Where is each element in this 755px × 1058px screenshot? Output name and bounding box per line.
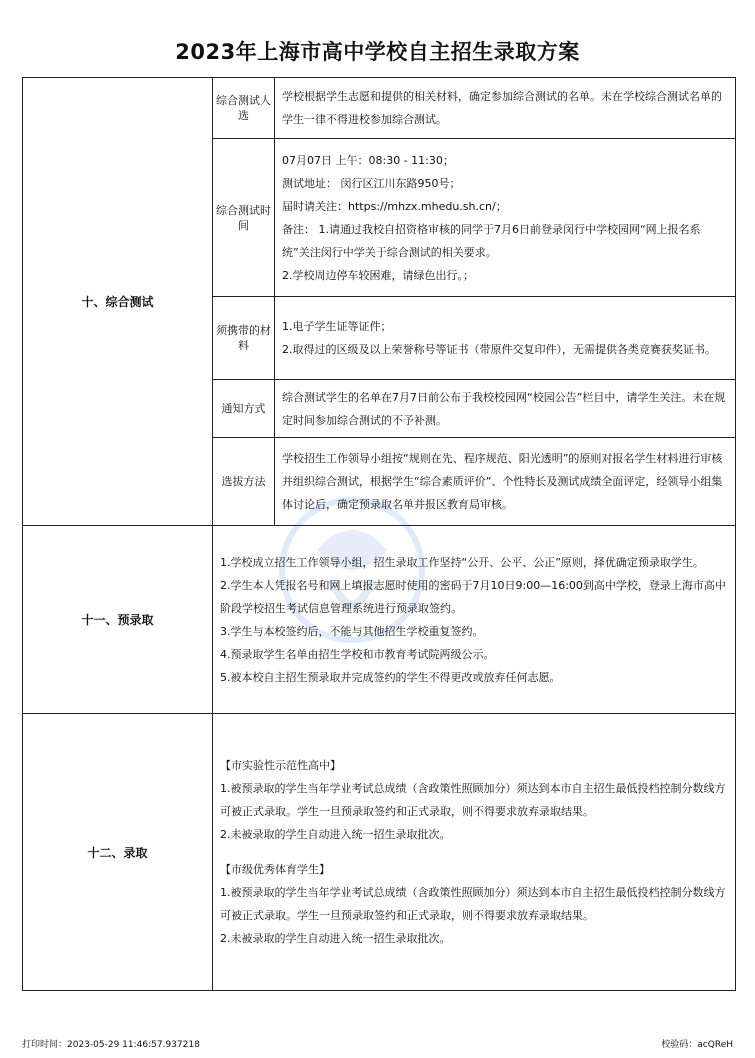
row-content-materials — [275, 297, 736, 380]
row-content-selection — [275, 438, 736, 526]
text-line: 测试地址： 闵行区江川东路950号； — [282, 176, 461, 190]
row-content-candidates — [275, 78, 736, 139]
row-content-notification — [275, 380, 736, 438]
text-line: 4.预录取学生名单由招生学校和市教育考试院两级公示。 — [220, 647, 495, 661]
text-line: 备注： 1.请通过我校自招资格审核的同学于7月6日前登录闵行中学校园网“网上报名系统”关注闵行中学关于综合测试的相关要求。 — [282, 222, 701, 259]
text-line: 1.被预录取的学生当年学业考试总成绩（含政策性照顾加分）须达到本市自主招生最低投档控制分数线方可被正式录取。学生一旦预录取签约和正式录取，则不得要求放弃录取结果。 — [220, 782, 726, 818]
row-label-notification: 通知方式 — [213, 380, 275, 438]
group-heading: 【市实验性示范性高中】 — [220, 759, 341, 772]
text-line: 综合测试学生的名单在7月7日前公布于我校校园网“校园公告”栏目中，请学生关注。未在规定时间参加综合测试的不予补测。 — [282, 390, 726, 427]
text-line: 学校根据学生志愿和提供的相关材料，确定参加综合测试的名单。未在学校综合测试名单的学生一律不得进校参加综合测试。 — [282, 90, 722, 126]
section-content-admission — [213, 714, 736, 991]
section-title-admission: 十二、录取 — [23, 714, 213, 991]
text-line: 学校招生工作领导小组按“规则在先、程序规范、阳光透明”的原则对报名学生材料进行审核并组织综合测试，根据学生“综合素质评价”、个性特长及测试成绩全面评定，经领导小组集体讨论后，确定预录取名单并报区教育局审核。 — [282, 452, 723, 511]
print-time: 打印时间：2023-05-29 11:46:57.937218 — [22, 1040, 200, 1050]
text-line: 5.被本校自主招生预录取并完成签约的学生不得更改或放弃任何志愿。 — [220, 670, 561, 684]
section-title-comprehensive-test: 十、综合测试 — [23, 78, 213, 526]
admission-plan-table — [22, 77, 736, 991]
text-line: 届时请关注：https://mhzx.mhedu.sh.cn/； — [282, 199, 507, 213]
check-code: 校验码：acQReH — [661, 1040, 733, 1050]
text-line: 1.学校成立招生工作领导小组，招生录取工作坚持“公开、公平、公正”原则，择优确定预录取学生。 — [220, 555, 704, 569]
row-label-materials: 须携带的材料 — [213, 297, 275, 380]
row-label-candidates: 综合测试人选 — [213, 78, 275, 139]
text-line: 3.学生与本校签约后，不能与其他招生学校重复签约。 — [220, 624, 484, 638]
text-line: 1.电子学生证等证件； — [282, 320, 392, 333]
text-line: 2.学生本人凭报名号和网上填报志愿时使用的密码于7月10日9:00—16:00到高中学校，登录上海市高中阶段学校招生考试信息管理系统进行预录取签约。 — [220, 578, 726, 615]
text-line: 2.未被录取的学生自动进入统一招生录取批次。 — [220, 828, 451, 841]
section-content-pre-admission — [213, 526, 736, 714]
page-title: 2023年上海市高中学校自主招生录取方案 — [175, 40, 580, 64]
group-heading: 【市级优秀体育学生】 — [220, 863, 330, 876]
row-content-test-time — [275, 139, 736, 297]
text-line: 2.取得过的区级及以上荣誉称号等证书（带原件交复印件），无需提供各类竞赛获奖证书。 — [282, 343, 716, 356]
row-label-selection: 选拔方法 — [213, 438, 275, 526]
text-line: 1.被预录取的学生当年学业考试总成绩（含政策性照顾加分）须达到本市自主招生最低投档控制分数线方可被正式录取。学生一旦预录取签约和正式录取，则不得要求放弃录取结果。 — [220, 886, 726, 922]
text-line: 2.学校周边停车较困难，请绿色出行。； — [282, 268, 474, 282]
text-line: 2.未被录取的学生自动进入统一招生录取批次。 — [220, 932, 451, 945]
text-line: 07月07日 上午：08:30 - 11:30； — [282, 153, 454, 167]
section-title-pre-admission: 十一、预录取 — [23, 526, 213, 714]
row-label-test-time: 综合测试时间 — [213, 139, 275, 297]
